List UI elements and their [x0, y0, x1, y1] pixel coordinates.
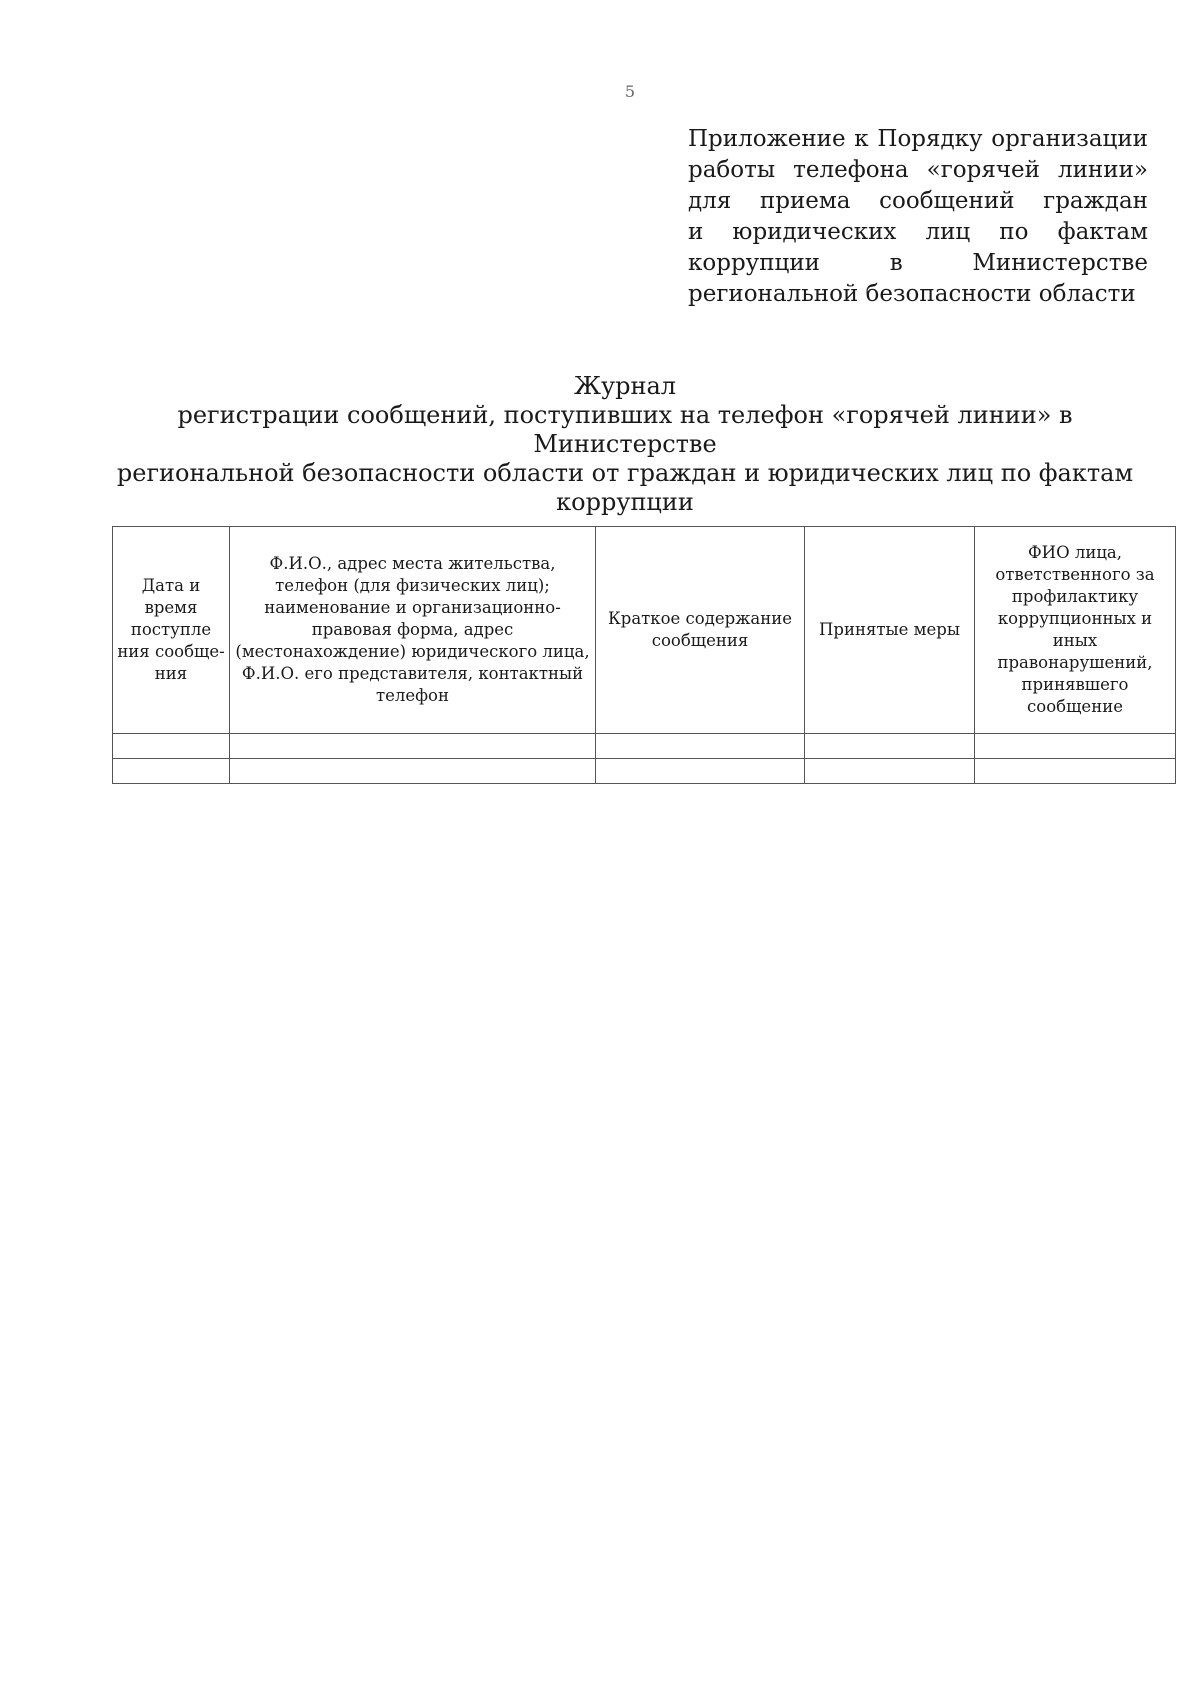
table-header-row	[113, 527, 1176, 734]
table-cell	[975, 759, 1176, 784]
page-number: 5	[624, 82, 636, 101]
journal-subtitle-line: коррупции	[556, 488, 694, 516]
table-cell	[596, 734, 805, 759]
appendix-line: и юридических лиц по фактам	[688, 219, 1148, 245]
table-cell	[596, 759, 805, 784]
appendix-note	[688, 124, 1148, 310]
column-header-responsible: ФИО лица, ответственного за профилактику коррупционных и иных правонарушений, принявшего сообщение	[975, 527, 1176, 734]
table-row	[113, 734, 1176, 759]
table-cell	[113, 734, 230, 759]
journal-title-block	[110, 372, 1140, 517]
journal-subtitle-line: региональной безопасности области от граждан и юридических лиц по фактам	[116, 459, 1134, 487]
appendix-line: коррупции в Министерстве	[688, 250, 1148, 276]
table-cell	[230, 734, 596, 759]
appendix-line: работы телефона «горячей линии»	[688, 157, 1148, 183]
appendix-line: Приложение к Порядку организации	[688, 126, 1148, 152]
table-cell	[805, 759, 975, 784]
journal-table	[112, 526, 1176, 784]
table-cell	[805, 734, 975, 759]
column-header-summary: Краткое содержание сообщения	[596, 527, 805, 734]
appendix-line: для приема сообщений граждан	[688, 188, 1148, 214]
table-cell	[113, 759, 230, 784]
table-row	[113, 759, 1176, 784]
journal-subtitle-line: регистрации сообщений, поступивших на телефон «горячей линии» в Министерстве	[177, 401, 1073, 458]
table-cell	[230, 759, 596, 784]
column-header-measures: Принятые меры	[805, 527, 975, 734]
appendix-line: региональной безопасности области	[688, 281, 1136, 307]
table-cell	[975, 734, 1176, 759]
column-header-sender: Ф.И.О., адрес места жительства, телефон (для физических лиц); наименование и организационно-правовая форма, адрес (местонахождение) юридического лица, Ф.И.О. его представителя, контактный телефон	[230, 527, 596, 734]
journal-heading: Журнал	[574, 372, 676, 400]
column-header-date: Дата и время поступле ния сообще-ния	[113, 527, 230, 734]
